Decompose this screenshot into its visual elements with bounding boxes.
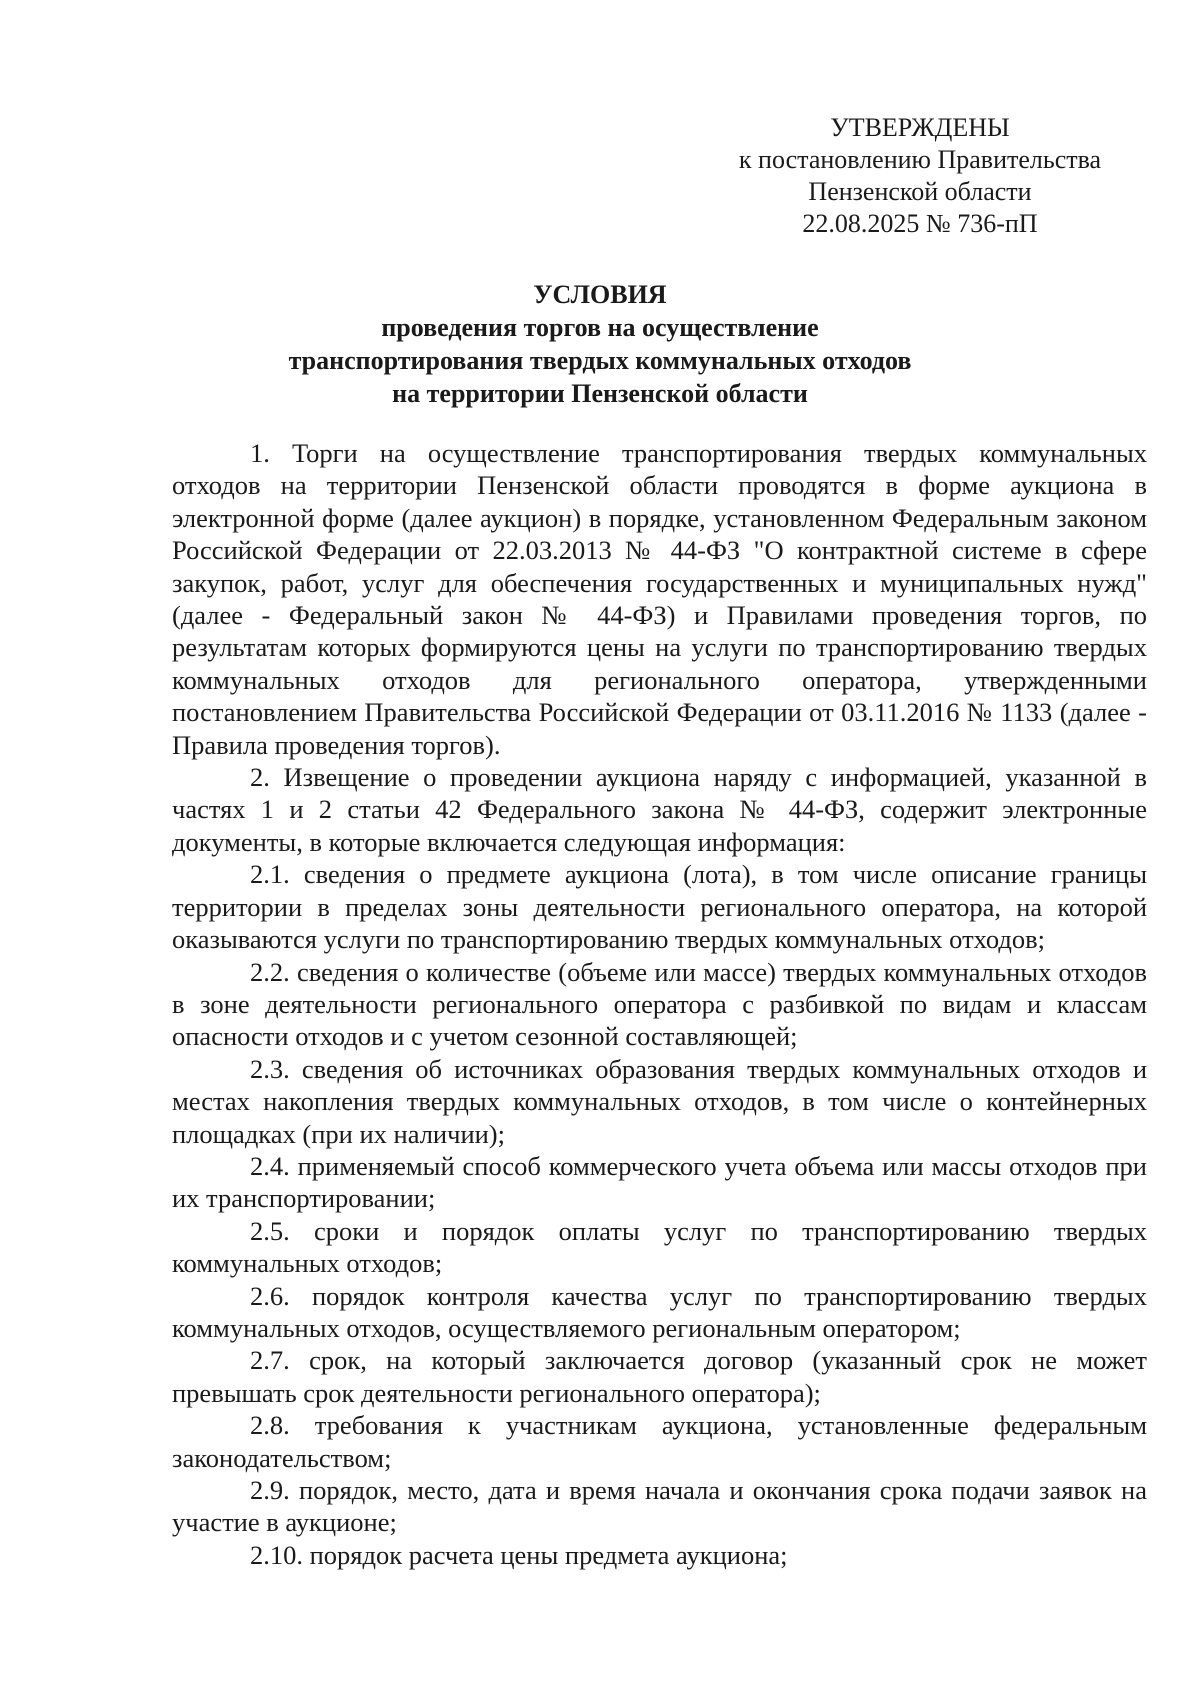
- paragraph-2-10: 2.10. порядок расчета цены предмета аукциона;: [250, 1539, 788, 1570]
- paragraph-2-5: 2.5. сроки и порядок оплаты услуг по транспортированию твердых коммунальных отходов;: [172, 1215, 1147, 1279]
- paragraph-2-9: 2.9. порядок, место, дата и время начала и окончания срока подачи заявок на участие в аукционе;: [172, 1475, 1147, 1538]
- approval-stamp: [720, 112, 1120, 240]
- approval-heading: УТВЕРЖДЕНЫ: [830, 113, 1010, 142]
- title-line-1: УСЛОВИЯ: [533, 280, 667, 309]
- document-title: [160, 278, 1040, 410]
- document-body: [172, 437, 1147, 1571]
- paragraph-2-2: 2.2. сведения о количестве (объеме или массе) твердых коммунальных отходов в зоне деятельности регионального оператора с разбивкой по видам и классам опасности отходов и с учетом сезонной составляющей;: [172, 956, 1147, 1052]
- paragraph-2-4: 2.4. применяемый способ коммерческого учета объема или массы отходов при их транспортировании;: [172, 1150, 1147, 1214]
- approval-reference: к постановлению Правительства: [738, 145, 1102, 174]
- paragraph-2-7: 2.7. срок, на который заключается договор (указанный срок не может превышать срок деятельности регионального оператора);: [172, 1345, 1147, 1408]
- title-line-2: проведения торгов на осуществление: [381, 313, 819, 342]
- approval-region: Пензенской области: [808, 177, 1032, 206]
- paragraph-2-6: 2.6. порядок контроля качества услуг по транспортированию твердых коммунальных отходов, осуществляемого региональным оператором;: [172, 1280, 1147, 1343]
- title-line-4: на территории Пензенской области: [392, 379, 808, 408]
- paragraph-2: 2. Извещение о проведении аукциона наряду с информацией, указанной в частях 1 и 2 статьи 42 Федерального закона № 44-ФЗ, содержит электронные документы, в которые включается следующая информация:: [172, 762, 1147, 857]
- paragraph-2-3: 2.3. сведения об источниках образования твердых коммунальных отходов и местах накопления твердых коммунальных отходов, в том числе о контейнерных площадках (при их наличии);: [172, 1053, 1147, 1149]
- paragraph-1: 1. Торги на осуществление транспортирования твердых коммунальных отходов на территории Пензенской области проводятся в форме аукциона в электронной форме (далее аукцион) в порядке, установленном Федеральным законом Российской Федерации от 22.03.2013 № 44-ФЗ "О контрактной системе в сфере закупок, работ, услуг для обеспечения государственных и муниципальных нужд" (далее - Федеральный закон № 44-ФЗ) и Правилами проведения торгов, по результатам которых формируются цены на услуги по транспортированию твердых коммунальных отходов для регионального оператора, утвержденными постановлением Правительства Российской Федерации от 03.11.2016 № 1133 (далее - Правила проведения торгов).: [172, 438, 1147, 760]
- paragraph-2-8: 2.8. требования к участникам аукциона, установленные федеральным законодательством;: [172, 1410, 1147, 1473]
- approval-date-number: 22.08.2025 № 736-пП: [802, 209, 1038, 238]
- paragraph-2-1: 2.1. сведения о предмете аукциона (лота), в том числе описание границы территории в пределах зоны деятельности регионального оператора, на которой оказываются услуги по транспортированию твердых коммунальных отходов;: [172, 859, 1147, 955]
- title-line-3: транспортирования твердых коммунальных отходов: [288, 346, 912, 375]
